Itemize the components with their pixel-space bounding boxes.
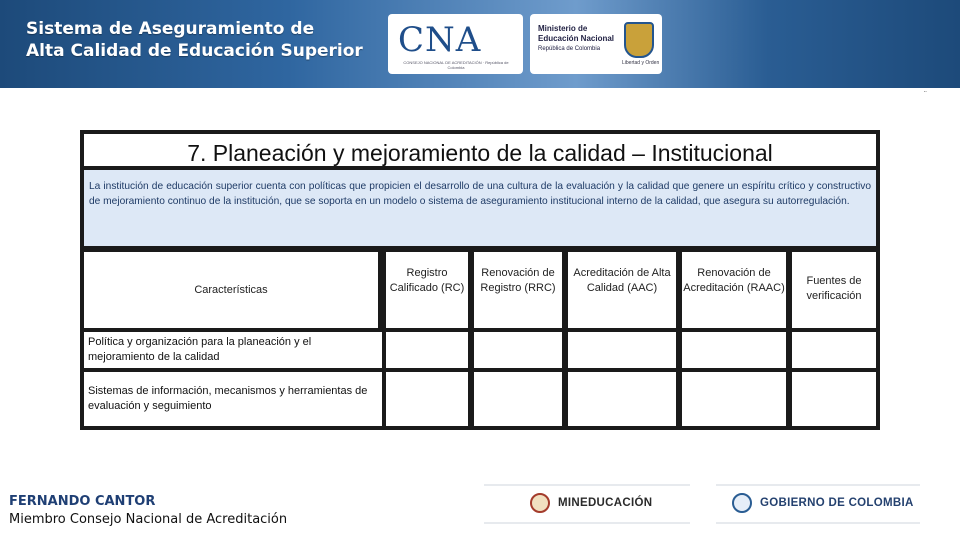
- mineducacion-text: MINEDUCACIÓN: [558, 497, 653, 509]
- header-rc: Registro Calificado (RC): [386, 252, 468, 328]
- header-rrc: Renovación de Registro (RRC): [474, 252, 562, 328]
- system-title-line2: Alta Calidad de Educación Superior: [26, 41, 363, 61]
- cell-raac-1: [682, 332, 786, 368]
- cell-rrc-1: [474, 332, 562, 368]
- footer-divider: [716, 484, 920, 486]
- header-raac: Renovación de Acreditación (RAAC): [682, 252, 786, 328]
- ministry-logo: [530, 14, 662, 74]
- ministry-line2: Educación Nacional: [538, 34, 615, 43]
- seal-icon: [732, 493, 752, 513]
- ministry-line3: República de Colombia: [538, 46, 601, 52]
- mineducacion-logo: [530, 493, 652, 513]
- row-label-politica: Política y organización para la planeación y el mejoramiento de la calidad: [84, 332, 382, 368]
- presenter-role: Miembro Consejo Nacional de Acreditación: [9, 512, 288, 527]
- cell-aac-2: [568, 372, 676, 426]
- slide-title: 7. Planeación y mejoramiento de la calidad – Institucional: [187, 140, 773, 166]
- footer-divider: [716, 522, 920, 524]
- header-banner: [0, 0, 960, 88]
- presenter-name: FERNANDO CANTOR: [9, 494, 156, 509]
- decorative-mark: ¨: [924, 90, 927, 99]
- seal-icon: [530, 493, 550, 513]
- cell-raac-2: [682, 372, 786, 426]
- cell-aac-1: [568, 332, 676, 368]
- cell-fuentes-1: [792, 332, 876, 368]
- cna-logo-text: CNA: [398, 20, 482, 60]
- ministry-line1: Ministerio de: [538, 24, 588, 33]
- ministry-motto: Libertad y Orden: [622, 60, 660, 66]
- cna-logo: [388, 14, 523, 74]
- cna-subtitle: CONSEJO NACIONAL DE ACREDITACIÓN · República de Colombia: [403, 60, 509, 70]
- gobierno-logo: [732, 493, 914, 513]
- footer-divider: [484, 484, 690, 486]
- cell-rc-1: [386, 332, 468, 368]
- system-title: [26, 18, 363, 62]
- footer-divider: [484, 522, 690, 524]
- header-aac: Acreditación de Alta Calidad (AAC): [568, 252, 676, 328]
- cell-fuentes-2: [792, 372, 876, 426]
- gobierno-text: GOBIERNO DE COLOMBIA: [760, 497, 914, 509]
- system-title-line1: Sistema de Aseguramiento de: [26, 19, 315, 39]
- cell-rc-2: [386, 372, 468, 426]
- content-card: [80, 130, 880, 430]
- row-label-sistemas: Sistemas de información, mecanismos y herramientas de evaluación y seguimiento: [84, 372, 382, 426]
- cell-rrc-2: [474, 372, 562, 426]
- slide-description: La institución de educación superior cuenta con políticas que propicien el desarrollo de una cultura de la evaluación y la calidad que genere un espíritu crítico y constructivo de mejoramiento continuo de la institución, que se soporta en un modelo o sistema de aseguramiento institucional interno de la calidad, que asegura su autorregulación.: [89, 181, 871, 207]
- header-caracteristicas: Características: [84, 252, 378, 328]
- coat-of-arms-icon: [624, 22, 654, 58]
- description-box: [84, 170, 876, 246]
- header-fuentes: Fuentes de verificación: [792, 252, 876, 328]
- title-box: [84, 134, 876, 166]
- presenter-block: [9, 493, 287, 530]
